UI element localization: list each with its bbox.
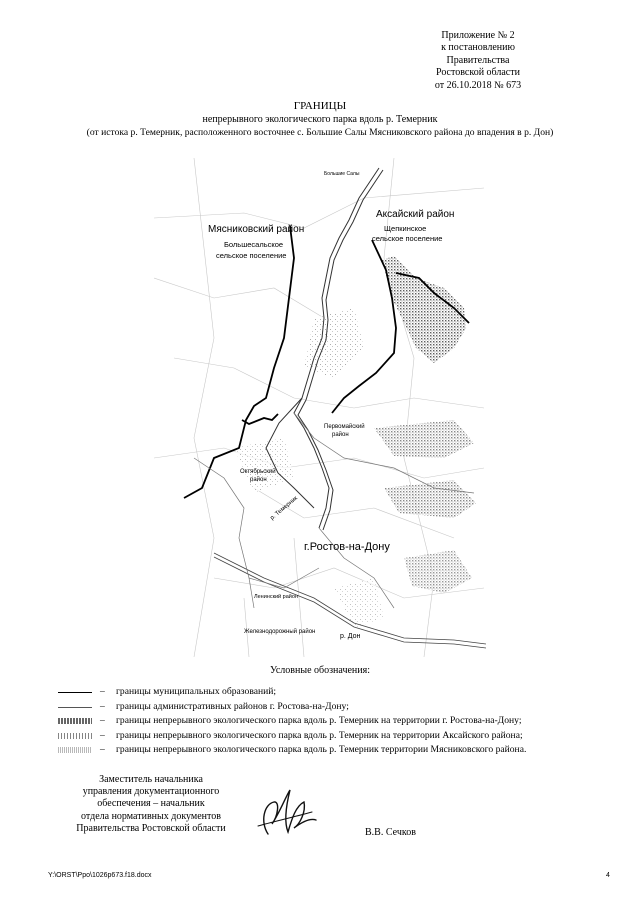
label-bolshesalskoe-1: Большесальское (224, 240, 284, 249)
page-number: 4 (606, 872, 610, 879)
signer-line: управления документационного (82, 786, 220, 798)
legend-symbol-hatch-rostov (58, 718, 92, 724)
signer-line: Заместитель начальника (99, 774, 203, 785)
signer-line: обеспечения – начальник (97, 798, 205, 810)
label-oktyabrsky-1: Октябрьский (240, 469, 276, 475)
label-zheleznodorozhny: Железнодорожный район (244, 629, 316, 635)
legend-item (58, 729, 618, 744)
document-note: (от истока р. Темерник, расположенного восточнее с. Большие Салы Мясниковского района до впадения в р. Дон) (86, 127, 554, 138)
legend-text: границы непрерывного экологического парка вдоль р. Темерник территории Мясниковского района. (116, 744, 527, 756)
legend-text: границы непрерывного экологического парка вдоль р. Темерник на территории г. Ростова-на-Дону; (116, 715, 522, 727)
legend-text: границы непрерывного экологического парка вдоль р. Темерник на территории Аксайского района; (116, 729, 523, 741)
park-areas (234, 256, 476, 628)
legend-item (58, 714, 618, 729)
legend-dash: – (100, 715, 105, 727)
signer-position (66, 774, 236, 835)
signer-line: отдела нормативных документов (81, 810, 221, 822)
appendix-line: Ростовской области (436, 67, 520, 79)
document-title: ГРАНИЦЫ (293, 100, 347, 112)
document-subtitle: непрерывного экологического парка вдоль р. Темерник (202, 114, 438, 125)
legend-title: Условные обозначения: (269, 665, 370, 676)
legend-item (58, 685, 618, 700)
label-shchepkinskoe-1: Щепкинское (384, 224, 427, 233)
appendix-line: от 26.10.2018 № 673 (434, 79, 522, 91)
legend-dash: – (100, 744, 105, 756)
handwritten-signature (250, 782, 320, 842)
legend-symbol-thin (58, 707, 92, 708)
file-path: Y:\ORST\Ppo\1026p673.f18.docx (48, 872, 152, 879)
legend-dash: – (100, 700, 105, 712)
appendix-line: к постановлению (441, 42, 515, 54)
label-oktyabrsky-2: район (250, 477, 267, 483)
legend (58, 685, 618, 758)
legend-dash: – (100, 686, 105, 697)
legend-dash: – (100, 729, 105, 741)
legend-text: границы административных районов г. Ростова-на-Дону; (116, 700, 349, 712)
boundary-map (154, 158, 486, 657)
label-rostov: г.Ростов-на-Дону (304, 541, 390, 553)
label-temernik: р. Темерник (269, 495, 299, 522)
legend-item (58, 700, 618, 715)
title-block (20, 100, 620, 139)
label-myasnikovsky: Мясниковский район (208, 224, 305, 235)
legend-symbol-hatch-myasnikovsky (58, 747, 92, 753)
appendix-line: Приложение № 2 (441, 30, 515, 41)
map-svg (154, 158, 486, 657)
label-leninsky: Ленинский район (254, 594, 298, 600)
label-bolshesalskoe-2: сельское поселение (216, 251, 287, 260)
label-aksaisky: Аксайский район (376, 209, 455, 220)
appendix-line: Правительства (446, 54, 510, 66)
signer-line: Правительства Ростовской области (76, 822, 226, 834)
label-pervomaisky-1: Первомайский (324, 424, 365, 430)
legend-item (58, 743, 618, 758)
signer-name: В.В. Сечков (365, 827, 416, 838)
label-bolshie-saly: Большие Салы (324, 171, 360, 177)
appendix-block (378, 30, 578, 92)
legend-symbol-solid (58, 692, 92, 693)
legend-symbol-hatch-aksai (58, 733, 92, 739)
legend-text: границы муниципальных образований; (116, 686, 277, 697)
label-shchepkinskoe-2: сельское поселение (372, 234, 443, 243)
label-pervomaisky-2: район (332, 432, 349, 438)
label-don: р. Дон (340, 633, 361, 640)
